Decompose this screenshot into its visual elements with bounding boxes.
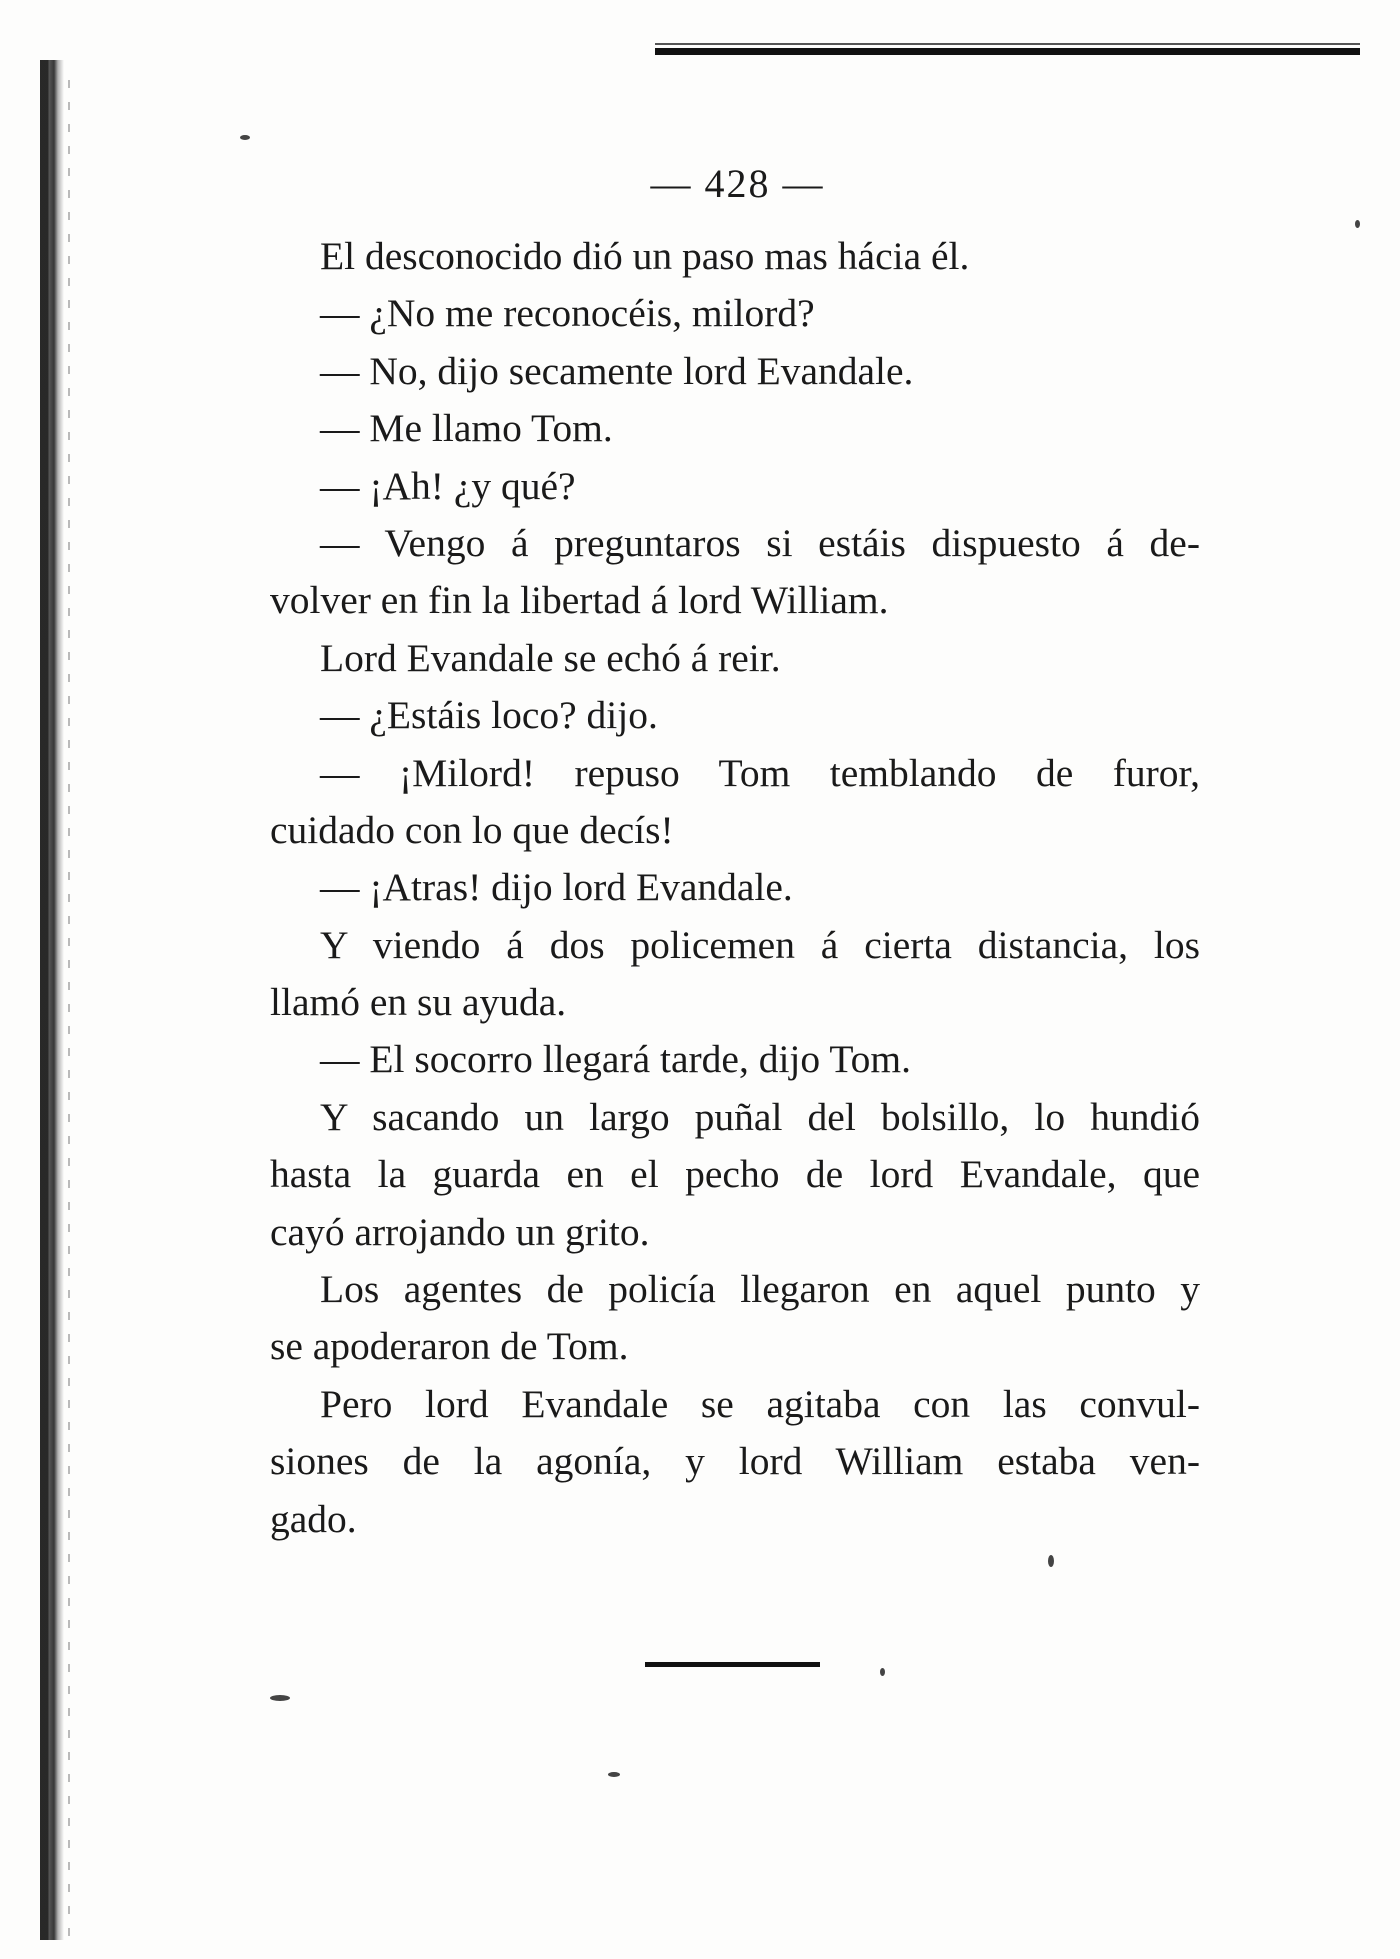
- text-line: hasta la guarda en el pecho de lord Evandale, que: [270, 1152, 1200, 1197]
- text-line: gado.: [270, 1496, 357, 1541]
- text-line: — ¿No me reconocéis, milord?: [320, 291, 815, 336]
- text-line: Lord Evandale se echó á reir.: [320, 635, 781, 680]
- top-rule: [655, 48, 1360, 55]
- text-line: siones de la agonía, y lord William estaba ven-: [270, 1439, 1200, 1484]
- text-line: se apoderaron de Tom.: [270, 1324, 629, 1369]
- text-line: Y viendo á dos policemen á cierta distancia, los: [320, 922, 1200, 967]
- text-line: — Me llamo Tom.: [320, 406, 613, 451]
- text-line: — El socorro llegará tarde, dijo Tom.: [320, 1037, 912, 1082]
- text-line: — ¿Estáis loco? dijo.: [320, 693, 658, 738]
- top-rule-thin: [655, 43, 1360, 45]
- binding-shadow: [68, 80, 70, 1940]
- page-number: — 428 —: [650, 161, 825, 206]
- text-line: — ¡Atras! dijo lord Evandale.: [320, 865, 793, 910]
- binding-edge: [40, 60, 64, 1940]
- text-line: cayó arrojando un grito.: [270, 1209, 650, 1254]
- text-line: cuidado con lo que decís!: [270, 807, 674, 852]
- text-line: Los agentes de policía llegaron en aquel punto y: [320, 1267, 1200, 1312]
- text-line: Y sacando un largo puñal del bolsillo, lo hundió: [320, 1094, 1200, 1139]
- scan-speck: [1048, 1555, 1054, 1567]
- text-line: El desconocido dió un paso mas hácia él.: [320, 234, 970, 278]
- body-text: [270, 228, 1200, 1548]
- text-line: llamó en su ayuda.: [270, 980, 567, 1025]
- scan-speck: [608, 1772, 620, 1777]
- end-rule: [645, 1662, 820, 1667]
- text-line: volver en fin la libertad á lord William.: [270, 578, 889, 623]
- text-line: — No, dijo secamente lord Evandale.: [320, 348, 914, 393]
- scan-speck: [880, 1668, 885, 1676]
- text-line: Pero lord Evandale se agitaba con las convul-: [320, 1381, 1200, 1426]
- scan-speck: [1355, 220, 1360, 228]
- text-line: — ¡Ah! ¿y qué?: [320, 463, 576, 508]
- scan-speck: [270, 1695, 290, 1701]
- text-line: — Vengo á preguntaros si estáis dispuesto á de-: [320, 520, 1200, 565]
- text-line: — ¡Milord! repuso Tom temblando de furor,: [320, 750, 1200, 795]
- scan-speck: [240, 135, 250, 140]
